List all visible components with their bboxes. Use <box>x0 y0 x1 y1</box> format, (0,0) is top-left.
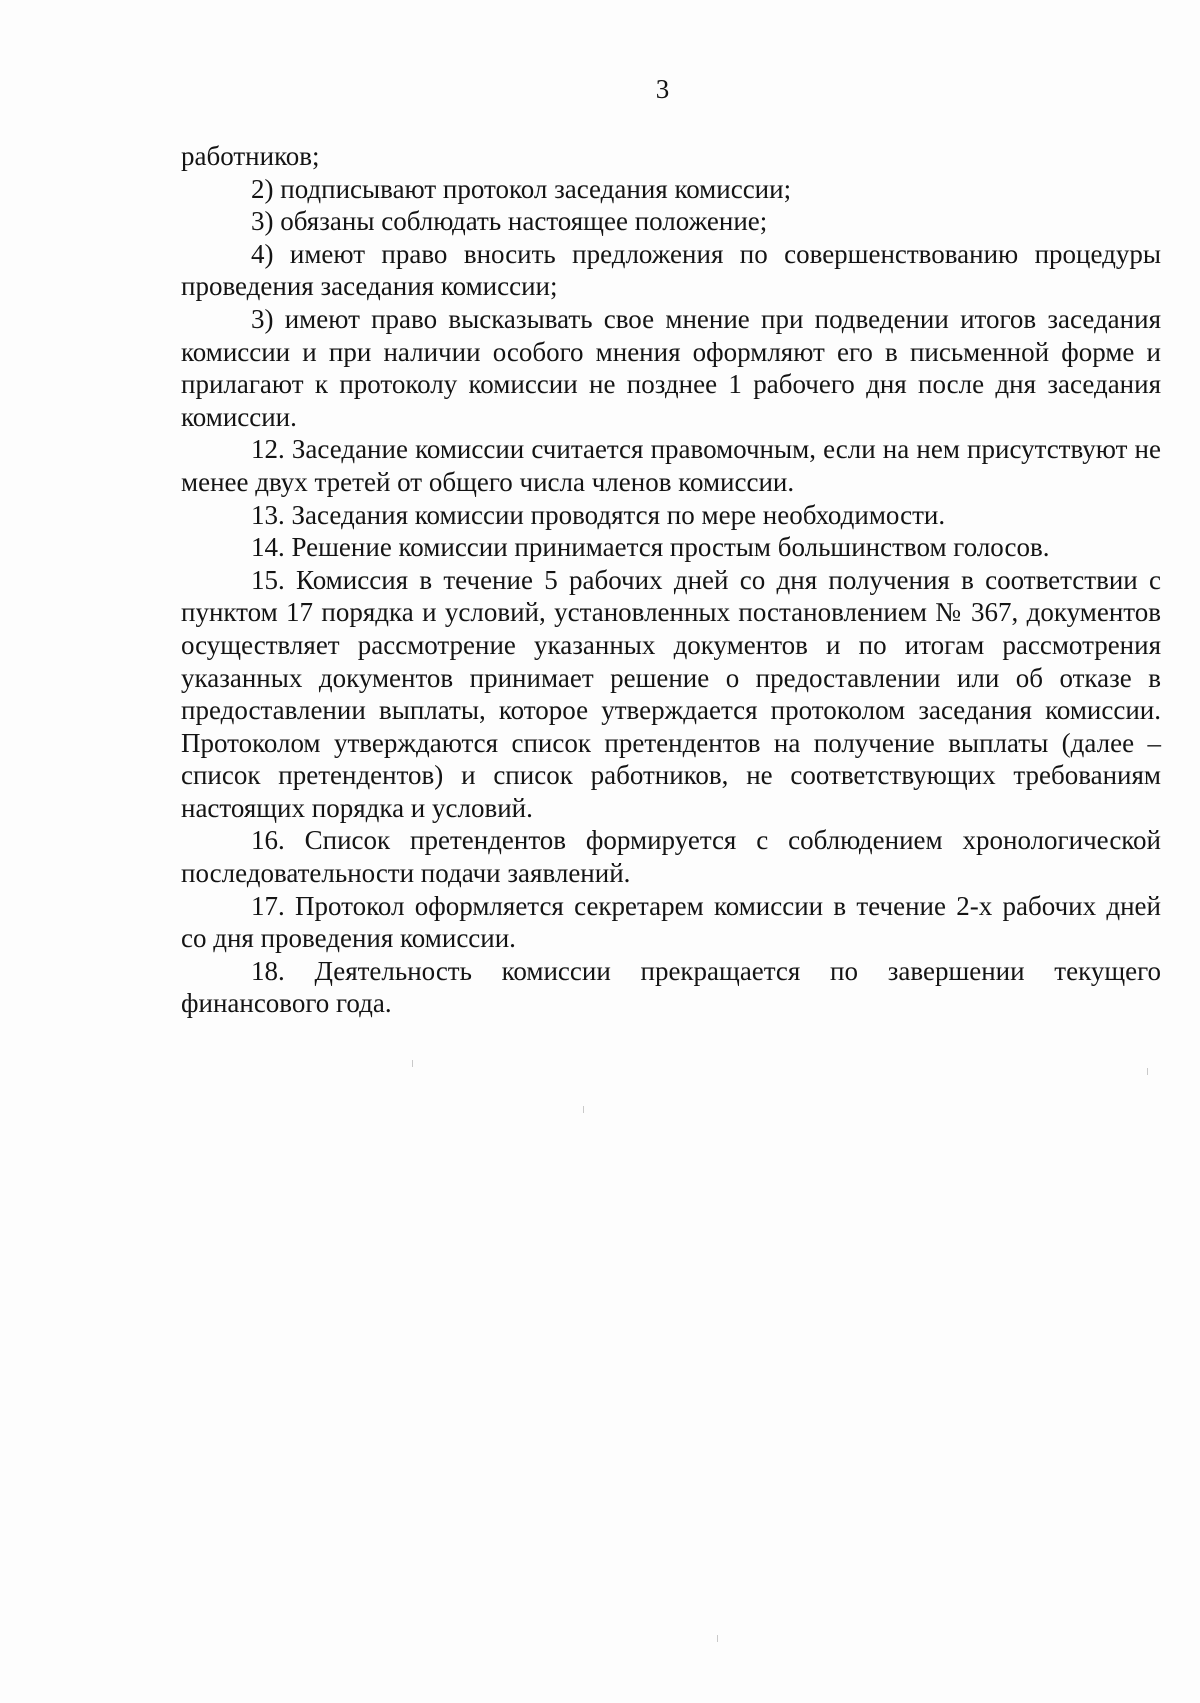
paragraph-13: 13. Заседания комиссии проводятся по мере необходимости. <box>251 499 946 530</box>
scan-speck <box>1147 1068 1148 1075</box>
paragraph-17: 17. Протокол оформляется секретарем комиссии в течение 2-х рабочих дней со дня проведения комиссии. <box>181 890 1161 954</box>
paragraph-14: 14. Решение комиссии принимается простым большинством голосов. <box>251 532 1050 563</box>
scan-speck <box>412 1060 413 1067</box>
page-number: 3 <box>655 74 670 104</box>
paragraph-item-3: 3) обязаны соблюдать настоящее положение; <box>251 206 768 237</box>
paragraph-12: 12. Заседание комиссии считается правомочным, если на нем присутствуют не менее двух третей от общего числа членов комиссии. <box>181 434 1161 497</box>
paragraph-18: 18. Деятельность комиссии прекращается по завершении текущего финансового года. <box>181 955 1161 1019</box>
paragraph-16: 16. Список претендентов формируется с соблюдением хронологической последовательности подачи заявлений. <box>181 825 1161 889</box>
paragraph-15: 15. Комиссия в течение 5 рабочих дней со дня получения в соответствии с пунктом 17 порядка и условий, установленных постановлением № 367, документов осуществляет рассмотрение указанных документов и по итогам рассмотрения указанных документов принимает решение о предоставлении или об отказе в предоставлении выплаты, которое утверждается протоколом заседания комиссии. Протоколом утверждаются список претендентов на получение выплаты (далее – список претендентов) и список работников, не соответствующих требованиям настоящих порядка и условий. <box>181 564 1161 823</box>
paragraph-item-4: 4) имеют право вносить предложения по совершенствованию процедуры проведения заседания комиссии; <box>181 238 1161 302</box>
document-body <box>181 140 1161 1020</box>
paragraph-item-2: 2) подписывают протокол заседания комиссии; <box>251 173 792 204</box>
paragraph-item-3-repeat: 3) имеют право высказывать свое мнение при подведении итогов заседания комиссии и при наличии особого мнения оформляют его в письменной форме и прилагают к протоколу комиссии не позднее 1 рабочего дня после дня заседания комиссии. <box>181 303 1161 432</box>
scan-speck <box>583 1106 584 1113</box>
paragraph-continuation: работников; <box>181 141 320 171</box>
scan-speck <box>717 1635 718 1642</box>
